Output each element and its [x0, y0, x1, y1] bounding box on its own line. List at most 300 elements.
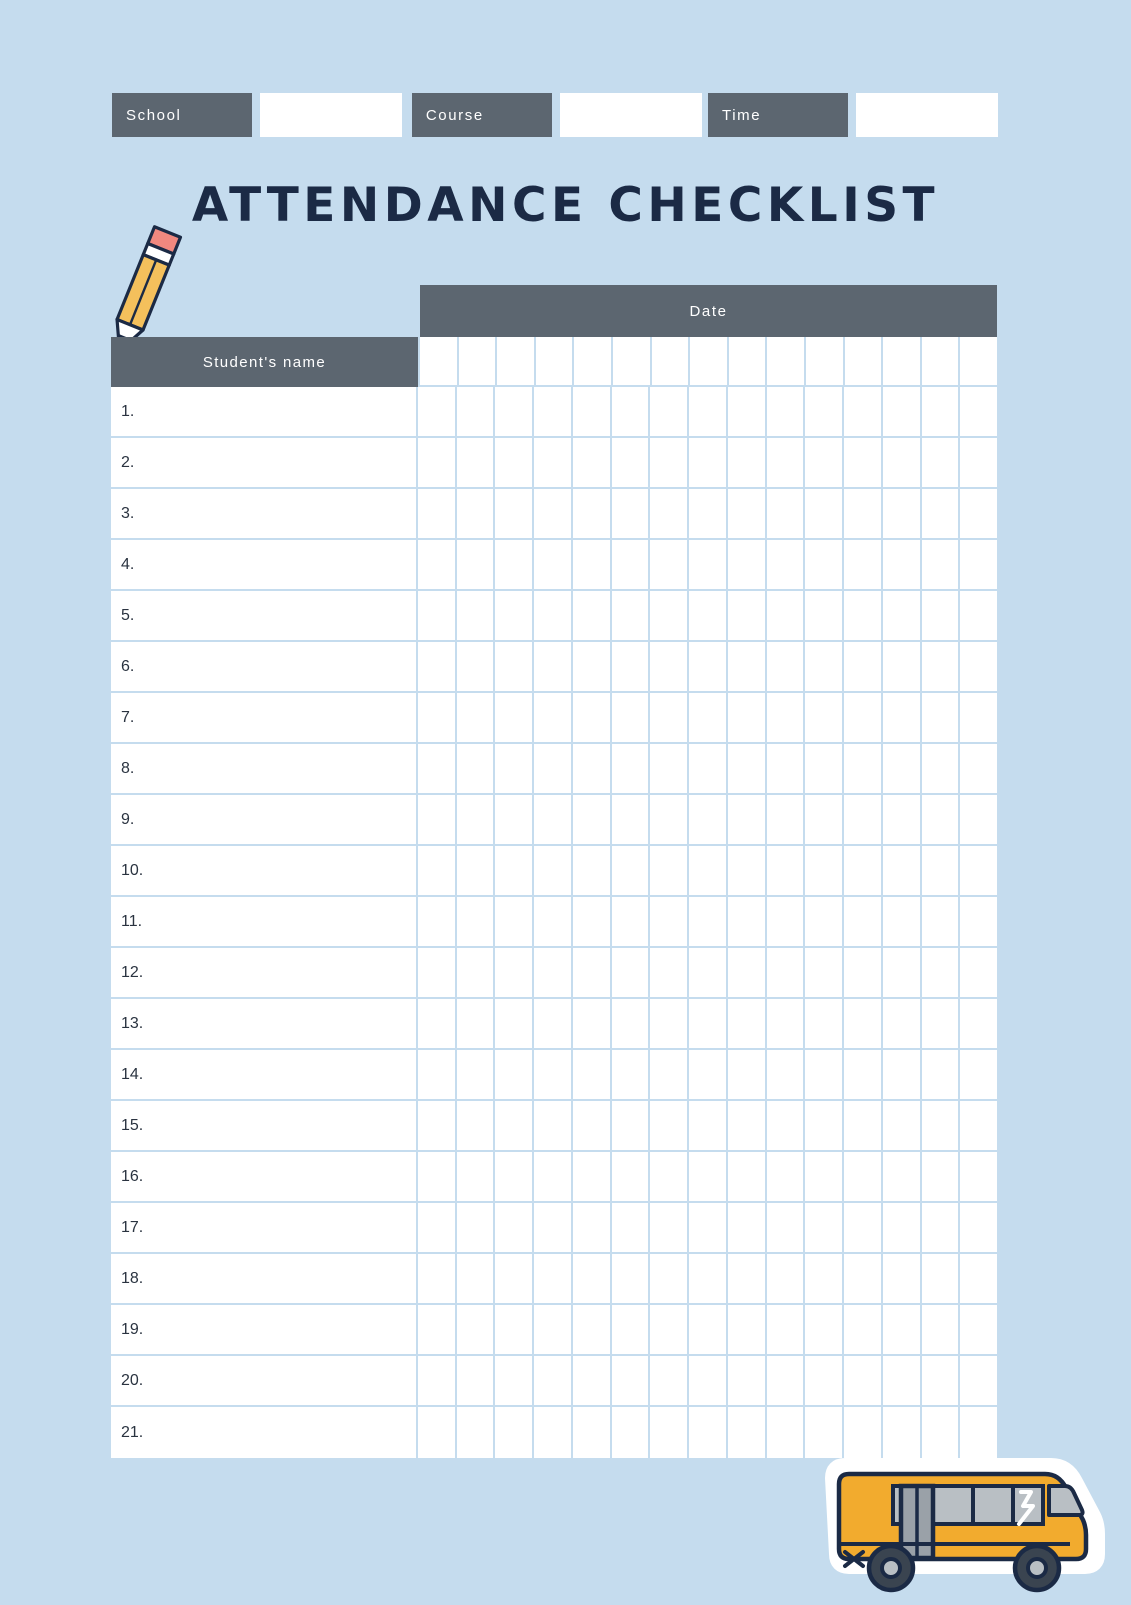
attendance-cell[interactable]	[689, 1203, 728, 1252]
attendance-cell[interactable]	[767, 1203, 806, 1252]
attendance-cell[interactable]	[883, 540, 922, 589]
attendance-cell[interactable]	[960, 591, 997, 640]
attendance-cell[interactable]	[728, 744, 767, 793]
attendance-cell[interactable]	[960, 1203, 997, 1252]
date-header-cell[interactable]	[497, 337, 536, 387]
attendance-cell[interactable]	[534, 795, 573, 844]
attendance-cell[interactable]	[495, 744, 534, 793]
attendance-cell[interactable]	[534, 642, 573, 691]
student-name-cell[interactable]: 19.	[111, 1305, 418, 1354]
attendance-cell[interactable]	[883, 846, 922, 895]
attendance-cell[interactable]	[457, 1254, 496, 1303]
attendance-cell[interactable]	[612, 1305, 651, 1354]
attendance-cell[interactable]	[534, 1356, 573, 1405]
attendance-cell[interactable]	[805, 795, 844, 844]
attendance-cell[interactable]	[805, 1254, 844, 1303]
attendance-cell[interactable]	[495, 846, 534, 895]
attendance-cell[interactable]	[844, 1152, 883, 1201]
course-input[interactable]	[560, 93, 702, 137]
attendance-cell[interactable]	[844, 591, 883, 640]
attendance-cell[interactable]	[650, 1356, 689, 1405]
attendance-cell[interactable]	[612, 693, 651, 742]
attendance-cell[interactable]	[728, 540, 767, 589]
attendance-cell[interactable]	[844, 489, 883, 538]
attendance-cell[interactable]	[728, 1203, 767, 1252]
attendance-cell[interactable]	[922, 948, 961, 997]
attendance-cell[interactable]	[650, 540, 689, 589]
attendance-cell[interactable]	[495, 489, 534, 538]
attendance-cell[interactable]	[805, 897, 844, 946]
attendance-cell[interactable]	[457, 1152, 496, 1201]
attendance-cell[interactable]	[573, 693, 612, 742]
attendance-cell[interactable]	[612, 1101, 651, 1150]
attendance-cell[interactable]	[573, 795, 612, 844]
student-name-cell[interactable]: 1.	[111, 387, 418, 436]
attendance-cell[interactable]	[728, 948, 767, 997]
attendance-cell[interactable]	[844, 846, 883, 895]
attendance-cell[interactable]	[573, 438, 612, 487]
attendance-cell[interactable]	[495, 1356, 534, 1405]
student-name-cell[interactable]: 2.	[111, 438, 418, 487]
attendance-cell[interactable]	[573, 948, 612, 997]
attendance-cell[interactable]	[689, 1356, 728, 1405]
date-header-cell[interactable]	[960, 337, 997, 387]
attendance-cell[interactable]	[534, 1305, 573, 1354]
attendance-cell[interactable]	[457, 591, 496, 640]
date-header-cell[interactable]	[536, 337, 575, 387]
attendance-cell[interactable]	[922, 1152, 961, 1201]
attendance-cell[interactable]	[844, 948, 883, 997]
attendance-cell[interactable]	[457, 795, 496, 844]
attendance-cell[interactable]	[844, 1305, 883, 1354]
attendance-cell[interactable]	[922, 1203, 961, 1252]
attendance-cell[interactable]	[805, 642, 844, 691]
attendance-cell[interactable]	[767, 744, 806, 793]
attendance-cell[interactable]	[805, 1101, 844, 1150]
attendance-cell[interactable]	[457, 540, 496, 589]
attendance-cell[interactable]	[612, 948, 651, 997]
attendance-cell[interactable]	[573, 1356, 612, 1405]
attendance-cell[interactable]	[457, 693, 496, 742]
attendance-cell[interactable]	[844, 540, 883, 589]
attendance-cell[interactable]	[650, 744, 689, 793]
attendance-cell[interactable]	[457, 1305, 496, 1354]
attendance-cell[interactable]	[495, 387, 534, 436]
attendance-cell[interactable]	[728, 387, 767, 436]
attendance-cell[interactable]	[650, 438, 689, 487]
student-name-cell[interactable]: 8.	[111, 744, 418, 793]
date-header-cell[interactable]	[883, 337, 922, 387]
attendance-cell[interactable]	[534, 387, 573, 436]
attendance-cell[interactable]	[573, 1152, 612, 1201]
attendance-cell[interactable]	[922, 897, 961, 946]
attendance-cell[interactable]	[534, 591, 573, 640]
date-header-cell[interactable]	[767, 337, 806, 387]
attendance-cell[interactable]	[805, 1050, 844, 1099]
attendance-cell[interactable]	[922, 693, 961, 742]
attendance-cell[interactable]	[534, 1050, 573, 1099]
attendance-cell[interactable]	[960, 1152, 997, 1201]
student-name-cell[interactable]: 7.	[111, 693, 418, 742]
attendance-cell[interactable]	[573, 1305, 612, 1354]
attendance-cell[interactable]	[612, 489, 651, 538]
student-name-cell[interactable]: 18.	[111, 1254, 418, 1303]
attendance-cell[interactable]	[495, 948, 534, 997]
attendance-cell[interactable]	[767, 846, 806, 895]
attendance-cell[interactable]	[805, 846, 844, 895]
attendance-cell[interactable]	[418, 489, 457, 538]
attendance-cell[interactable]	[689, 1101, 728, 1150]
attendance-cell[interactable]	[689, 591, 728, 640]
attendance-cell[interactable]	[728, 1407, 767, 1458]
attendance-cell[interactable]	[960, 1254, 997, 1303]
date-header-cell[interactable]	[922, 337, 961, 387]
attendance-cell[interactable]	[883, 1101, 922, 1150]
attendance-cell[interactable]	[844, 693, 883, 742]
attendance-cell[interactable]	[612, 795, 651, 844]
student-name-cell[interactable]: 11.	[111, 897, 418, 946]
attendance-cell[interactable]	[534, 948, 573, 997]
attendance-cell[interactable]	[767, 999, 806, 1048]
attendance-cell[interactable]	[728, 1356, 767, 1405]
attendance-cell[interactable]	[844, 438, 883, 487]
attendance-cell[interactable]	[960, 1305, 997, 1354]
attendance-cell[interactable]	[612, 591, 651, 640]
attendance-cell[interactable]	[457, 897, 496, 946]
attendance-cell[interactable]	[650, 999, 689, 1048]
attendance-cell[interactable]	[418, 795, 457, 844]
attendance-cell[interactable]	[922, 1356, 961, 1405]
attendance-cell[interactable]	[728, 693, 767, 742]
attendance-cell[interactable]	[612, 1050, 651, 1099]
attendance-cell[interactable]	[960, 540, 997, 589]
attendance-cell[interactable]	[495, 795, 534, 844]
attendance-cell[interactable]	[495, 438, 534, 487]
attendance-cell[interactable]	[728, 1254, 767, 1303]
date-header-cell[interactable]	[845, 337, 884, 387]
attendance-cell[interactable]	[650, 1101, 689, 1150]
attendance-cell[interactable]	[612, 999, 651, 1048]
attendance-cell[interactable]	[960, 846, 997, 895]
attendance-cell[interactable]	[495, 540, 534, 589]
attendance-cell[interactable]	[418, 438, 457, 487]
attendance-cell[interactable]	[960, 387, 997, 436]
school-input[interactable]	[260, 93, 402, 137]
attendance-cell[interactable]	[689, 540, 728, 589]
attendance-cell[interactable]	[650, 897, 689, 946]
attendance-cell[interactable]	[418, 1356, 457, 1405]
attendance-cell[interactable]	[457, 1203, 496, 1252]
attendance-cell[interactable]	[844, 999, 883, 1048]
attendance-cell[interactable]	[844, 795, 883, 844]
attendance-cell[interactable]	[457, 489, 496, 538]
attendance-cell[interactable]	[418, 1203, 457, 1252]
attendance-cell[interactable]	[767, 1101, 806, 1150]
attendance-cell[interactable]	[495, 999, 534, 1048]
attendance-cell[interactable]	[612, 846, 651, 895]
attendance-cell[interactable]	[418, 693, 457, 742]
attendance-cell[interactable]	[689, 1050, 728, 1099]
attendance-cell[interactable]	[922, 642, 961, 691]
student-name-cell[interactable]: 9.	[111, 795, 418, 844]
date-header-cell[interactable]	[459, 337, 498, 387]
attendance-cell[interactable]	[883, 948, 922, 997]
attendance-cell[interactable]	[922, 1305, 961, 1354]
date-header-cell[interactable]	[729, 337, 768, 387]
attendance-cell[interactable]	[689, 744, 728, 793]
attendance-cell[interactable]	[689, 387, 728, 436]
attendance-cell[interactable]	[805, 591, 844, 640]
student-name-cell[interactable]: 17.	[111, 1203, 418, 1252]
attendance-cell[interactable]	[922, 999, 961, 1048]
attendance-cell[interactable]	[650, 795, 689, 844]
attendance-cell[interactable]	[612, 540, 651, 589]
attendance-cell[interactable]	[495, 1305, 534, 1354]
attendance-cell[interactable]	[650, 1254, 689, 1303]
attendance-cell[interactable]	[573, 1050, 612, 1099]
attendance-cell[interactable]	[418, 1152, 457, 1201]
attendance-cell[interactable]	[495, 1050, 534, 1099]
student-name-cell[interactable]: 21.	[111, 1407, 418, 1458]
attendance-cell[interactable]	[418, 1254, 457, 1303]
attendance-cell[interactable]	[844, 642, 883, 691]
attendance-cell[interactable]	[767, 642, 806, 691]
attendance-cell[interactable]	[534, 846, 573, 895]
attendance-cell[interactable]	[573, 489, 612, 538]
attendance-cell[interactable]	[418, 540, 457, 589]
attendance-cell[interactable]	[767, 438, 806, 487]
attendance-cell[interactable]	[883, 1254, 922, 1303]
attendance-cell[interactable]	[495, 642, 534, 691]
attendance-cell[interactable]	[534, 744, 573, 793]
attendance-cell[interactable]	[418, 1101, 457, 1150]
attendance-cell[interactable]	[573, 744, 612, 793]
attendance-cell[interactable]	[534, 1152, 573, 1201]
attendance-cell[interactable]	[650, 642, 689, 691]
attendance-cell[interactable]	[728, 642, 767, 691]
student-name-cell[interactable]: 4.	[111, 540, 418, 589]
attendance-cell[interactable]	[805, 387, 844, 436]
attendance-cell[interactable]	[650, 1203, 689, 1252]
attendance-cell[interactable]	[495, 591, 534, 640]
attendance-cell[interactable]	[573, 897, 612, 946]
attendance-cell[interactable]	[767, 489, 806, 538]
attendance-cell[interactable]	[457, 1050, 496, 1099]
attendance-cell[interactable]	[883, 387, 922, 436]
attendance-cell[interactable]	[650, 693, 689, 742]
attendance-cell[interactable]	[612, 438, 651, 487]
attendance-cell[interactable]	[767, 1152, 806, 1201]
attendance-cell[interactable]	[844, 1203, 883, 1252]
attendance-cell[interactable]	[922, 489, 961, 538]
student-name-cell[interactable]: 5.	[111, 591, 418, 640]
attendance-cell[interactable]	[767, 1305, 806, 1354]
attendance-cell[interactable]	[689, 438, 728, 487]
attendance-cell[interactable]	[883, 693, 922, 742]
attendance-cell[interactable]	[612, 1254, 651, 1303]
attendance-cell[interactable]	[612, 1203, 651, 1252]
attendance-cell[interactable]	[418, 1050, 457, 1099]
attendance-cell[interactable]	[495, 1101, 534, 1150]
attendance-cell[interactable]	[805, 948, 844, 997]
attendance-cell[interactable]	[728, 438, 767, 487]
attendance-cell[interactable]	[418, 897, 457, 946]
attendance-cell[interactable]	[728, 591, 767, 640]
attendance-cell[interactable]	[922, 591, 961, 640]
attendance-cell[interactable]	[728, 795, 767, 844]
attendance-cell[interactable]	[728, 897, 767, 946]
attendance-cell[interactable]	[883, 999, 922, 1048]
attendance-cell[interactable]	[805, 489, 844, 538]
attendance-cell[interactable]	[922, 744, 961, 793]
attendance-cell[interactable]	[805, 1203, 844, 1252]
attendance-cell[interactable]	[495, 1152, 534, 1201]
attendance-cell[interactable]	[534, 1101, 573, 1150]
attendance-cell[interactable]	[534, 489, 573, 538]
attendance-cell[interactable]	[534, 438, 573, 487]
attendance-cell[interactable]	[728, 1050, 767, 1099]
attendance-cell[interactable]	[767, 387, 806, 436]
attendance-cell[interactable]	[767, 1254, 806, 1303]
attendance-cell[interactable]	[960, 693, 997, 742]
attendance-cell[interactable]	[767, 795, 806, 844]
student-name-cell[interactable]: 14.	[111, 1050, 418, 1099]
attendance-cell[interactable]	[573, 1407, 612, 1458]
attendance-cell[interactable]	[844, 387, 883, 436]
attendance-cell[interactable]	[650, 1152, 689, 1201]
attendance-cell[interactable]	[844, 744, 883, 793]
attendance-cell[interactable]	[960, 999, 997, 1048]
attendance-cell[interactable]	[457, 642, 496, 691]
time-input[interactable]	[856, 93, 998, 137]
attendance-cell[interactable]	[689, 1407, 728, 1458]
attendance-cell[interactable]	[650, 1407, 689, 1458]
date-header-cell[interactable]	[806, 337, 845, 387]
attendance-cell[interactable]	[767, 1050, 806, 1099]
attendance-cell[interactable]	[805, 744, 844, 793]
attendance-cell[interactable]	[960, 744, 997, 793]
attendance-cell[interactable]	[922, 1050, 961, 1099]
attendance-cell[interactable]	[883, 1050, 922, 1099]
attendance-cell[interactable]	[418, 948, 457, 997]
attendance-cell[interactable]	[534, 540, 573, 589]
attendance-cell[interactable]	[418, 591, 457, 640]
attendance-cell[interactable]	[650, 1050, 689, 1099]
attendance-cell[interactable]	[689, 897, 728, 946]
attendance-cell[interactable]	[689, 795, 728, 844]
attendance-cell[interactable]	[883, 591, 922, 640]
attendance-cell[interactable]	[650, 387, 689, 436]
attendance-cell[interactable]	[573, 387, 612, 436]
date-header-cell[interactable]	[574, 337, 613, 387]
attendance-cell[interactable]	[883, 642, 922, 691]
attendance-cell[interactable]	[650, 1305, 689, 1354]
attendance-cell[interactable]	[689, 948, 728, 997]
attendance-cell[interactable]	[844, 1101, 883, 1150]
attendance-cell[interactable]	[883, 1152, 922, 1201]
attendance-cell[interactable]	[650, 591, 689, 640]
attendance-cell[interactable]	[883, 744, 922, 793]
student-name-cell[interactable]: 10.	[111, 846, 418, 895]
attendance-cell[interactable]	[767, 897, 806, 946]
attendance-cell[interactable]	[612, 387, 651, 436]
attendance-cell[interactable]	[534, 693, 573, 742]
date-header-cell[interactable]	[613, 337, 652, 387]
attendance-cell[interactable]	[883, 1203, 922, 1252]
attendance-cell[interactable]	[960, 489, 997, 538]
attendance-cell[interactable]	[573, 1203, 612, 1252]
attendance-cell[interactable]	[960, 795, 997, 844]
attendance-cell[interactable]	[495, 1203, 534, 1252]
date-header-cell[interactable]	[420, 337, 459, 387]
attendance-cell[interactable]	[534, 999, 573, 1048]
attendance-cell[interactable]	[805, 438, 844, 487]
attendance-cell[interactable]	[495, 1407, 534, 1458]
attendance-cell[interactable]	[457, 1356, 496, 1405]
attendance-cell[interactable]	[534, 1254, 573, 1303]
attendance-cell[interactable]	[495, 897, 534, 946]
attendance-cell[interactable]	[418, 1305, 457, 1354]
attendance-cell[interactable]	[457, 744, 496, 793]
attendance-cell[interactable]	[922, 387, 961, 436]
attendance-cell[interactable]	[805, 999, 844, 1048]
student-name-cell[interactable]: 3.	[111, 489, 418, 538]
attendance-cell[interactable]	[457, 438, 496, 487]
attendance-cell[interactable]	[805, 540, 844, 589]
attendance-cell[interactable]	[457, 1407, 496, 1458]
attendance-cell[interactable]	[883, 438, 922, 487]
attendance-cell[interactable]	[883, 489, 922, 538]
attendance-cell[interactable]	[883, 1356, 922, 1405]
student-name-cell[interactable]: 20.	[111, 1356, 418, 1405]
attendance-cell[interactable]	[573, 1101, 612, 1150]
attendance-cell[interactable]	[418, 744, 457, 793]
attendance-cell[interactable]	[960, 1050, 997, 1099]
student-name-cell[interactable]: 12.	[111, 948, 418, 997]
attendance-cell[interactable]	[767, 693, 806, 742]
attendance-cell[interactable]	[883, 897, 922, 946]
attendance-cell[interactable]	[573, 846, 612, 895]
attendance-cell[interactable]	[805, 1152, 844, 1201]
attendance-cell[interactable]	[418, 642, 457, 691]
attendance-cell[interactable]	[767, 948, 806, 997]
attendance-cell[interactable]	[883, 795, 922, 844]
student-name-cell[interactable]: 15.	[111, 1101, 418, 1150]
attendance-cell[interactable]	[457, 387, 496, 436]
attendance-cell[interactable]	[767, 1356, 806, 1405]
attendance-cell[interactable]	[534, 1203, 573, 1252]
attendance-cell[interactable]	[534, 897, 573, 946]
attendance-cell[interactable]	[844, 1254, 883, 1303]
attendance-cell[interactable]	[495, 1254, 534, 1303]
attendance-cell[interactable]	[457, 1101, 496, 1150]
date-header-cell[interactable]	[690, 337, 729, 387]
attendance-cell[interactable]	[922, 795, 961, 844]
attendance-cell[interactable]	[960, 438, 997, 487]
attendance-cell[interactable]	[767, 540, 806, 589]
attendance-cell[interactable]	[534, 1407, 573, 1458]
attendance-cell[interactable]	[418, 999, 457, 1048]
attendance-cell[interactable]	[960, 642, 997, 691]
attendance-cell[interactable]	[728, 1101, 767, 1150]
attendance-cell[interactable]	[805, 693, 844, 742]
attendance-cell[interactable]	[457, 948, 496, 997]
attendance-cell[interactable]	[844, 1356, 883, 1405]
attendance-cell[interactable]	[960, 1101, 997, 1150]
attendance-cell[interactable]	[728, 846, 767, 895]
attendance-cell[interactable]	[728, 489, 767, 538]
attendance-cell[interactable]	[457, 846, 496, 895]
